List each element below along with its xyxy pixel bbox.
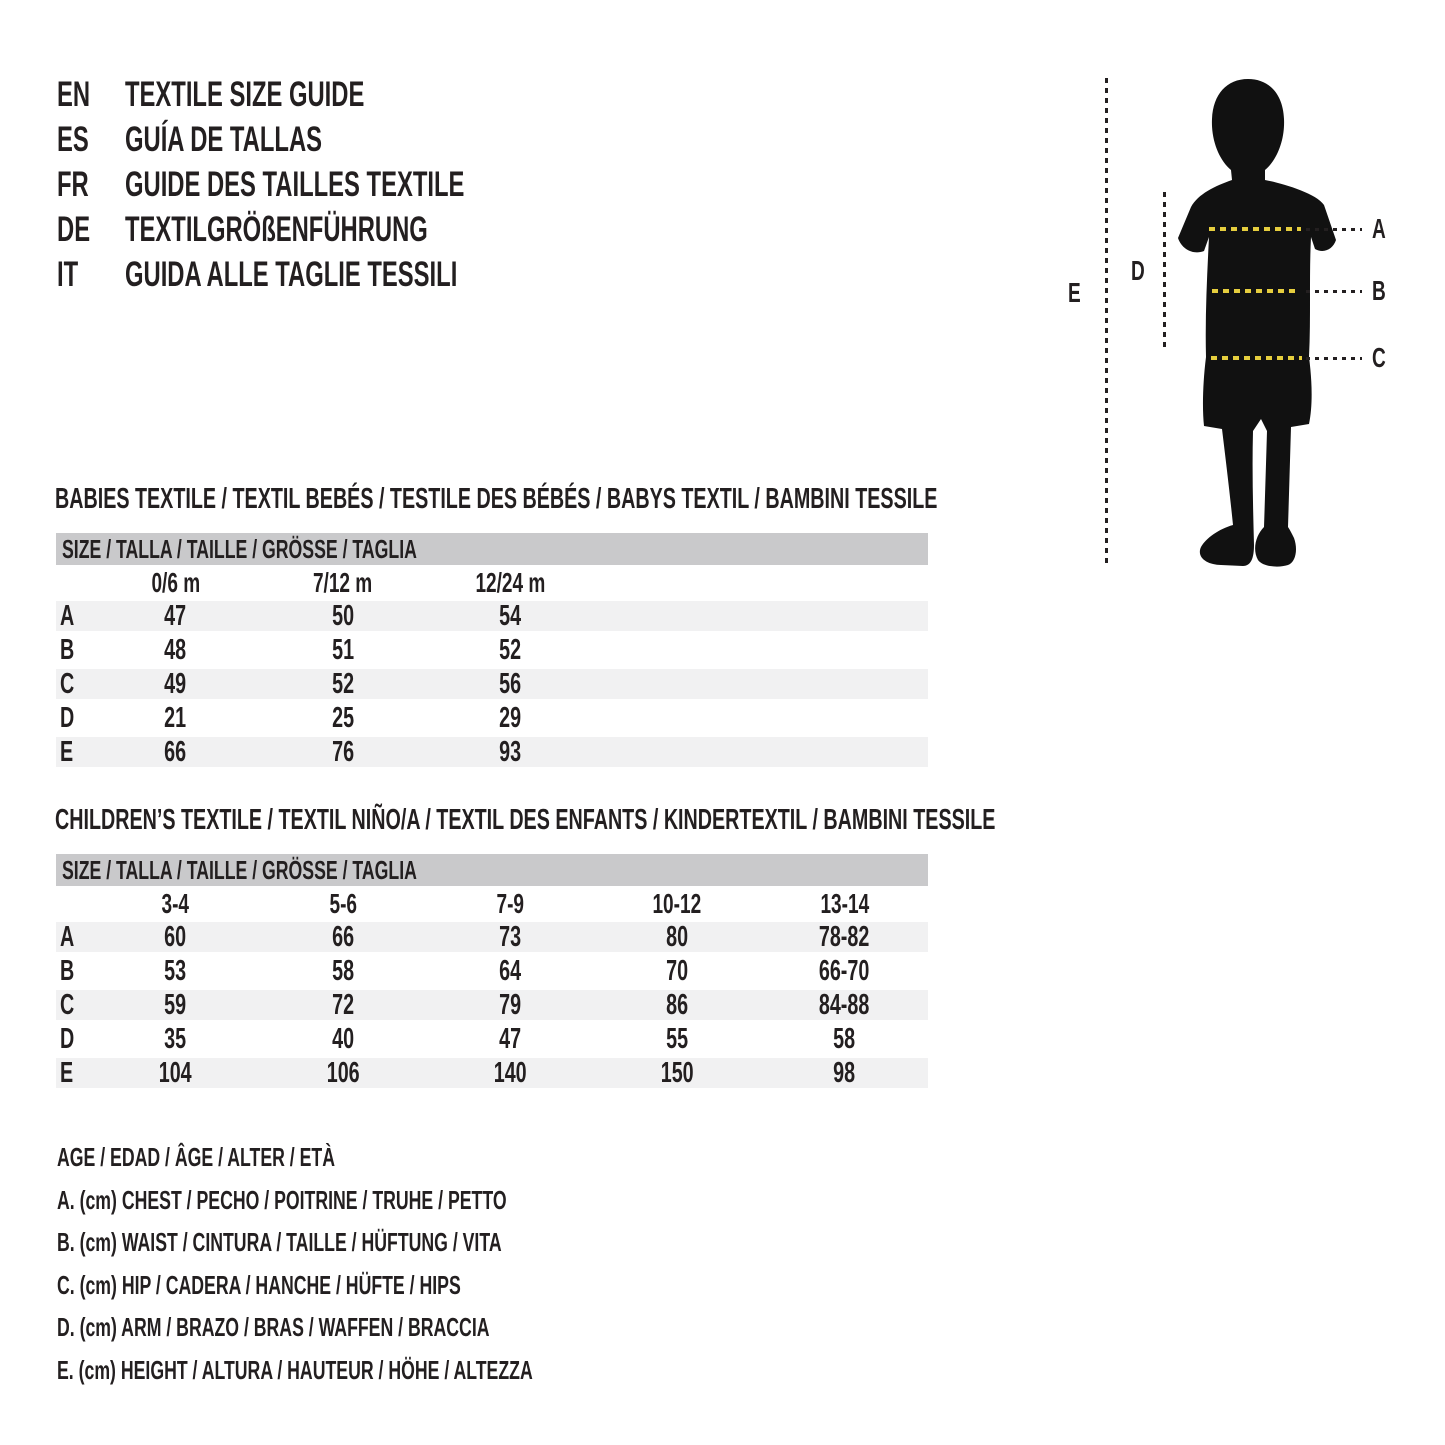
mark-label-e: E [1068,277,1081,308]
children-row-a-v0: 60 [164,920,187,953]
children-row-b-v4: 66-70 [819,954,870,987]
lang-code-it: IT [57,255,79,294]
babies-row-b-v1: 51 [331,633,354,666]
babies-size-header-bar [56,533,928,565]
babies-row-c-label: C [60,667,75,700]
legend-waist: B. (cm) WAIST / CINTURA / TAILLE / HÜFTUNG / VITA [57,1227,502,1257]
children-row-e-v2: 140 [493,1056,527,1089]
legend-chest: A. (cm) CHEST / PECHO / POITRINE / TRUHE / PETTO [57,1184,507,1215]
children-size-header-bar [56,854,928,886]
children-column-header-row [56,886,928,920]
children-row-a [56,920,928,954]
babies-column-header-row [56,565,928,599]
chest-dot-line-a [1306,228,1362,231]
children-row-e-v1: 106 [326,1056,360,1089]
children-row-b-v0: 53 [164,954,187,987]
lang-title-it: GUIDA ALLE TAGLIE TESSILI [125,255,458,294]
babies-row-b [56,633,928,667]
children-row-c-v4: 84-88 [819,988,870,1021]
children-section-title: CHILDREN’S TEXTILE / TEXTIL NIÑO/A / TEXTIL DES ENFANTS / KINDERTEXTIL / BAMBINI TESSILE [55,804,996,836]
babies-row-b-label: B [60,633,75,666]
measurement-figure [0,0,1445,620]
waist-dash-line-b [1212,289,1298,293]
children-row-c [56,988,928,1022]
children-col-3-4: 3-4 [161,887,190,919]
children-row-b [56,954,928,988]
mark-label-d: D [1131,255,1145,286]
babies-row-d-v1: 25 [331,701,354,734]
children-row-d-v3: 55 [666,1022,689,1055]
lang-title-de: TEXTILGRÖßENFÜHRUNG [125,210,428,249]
lang-title-es: GUÍA DE TALLAS [125,120,323,159]
babies-row-b-v2: 52 [498,633,521,666]
lang-code-fr: FR [57,165,89,204]
legend-height: E. (cm) HEIGHT / ALTURA / HAUTEUR / HÖHE / ALTEZZA [57,1354,533,1385]
babies-row-b-v0: 48 [164,633,187,666]
children-row-a-label: A [60,920,75,953]
chest-dash-line-a [1209,227,1301,231]
mark-label-c: C [1372,342,1386,373]
children-row-c-v0: 59 [164,988,187,1021]
children-col-5-6: 5-6 [329,887,357,919]
children-row-b-v2: 64 [498,954,521,987]
babies-row-a-label: A [60,599,75,632]
children-row-d [56,1022,928,1056]
legend-age: AGE / EDAD / ÂGE / ALTER / ETÀ [57,1142,335,1172]
children-row-d-v4: 58 [833,1022,856,1055]
children-row-a-v1: 66 [331,920,354,953]
babies-size-table [56,533,928,769]
babies-row-c-v0: 49 [164,667,187,700]
children-row-d-v0: 35 [164,1022,187,1055]
children-row-c-label: C [60,988,75,1021]
children-row-b-label: B [60,954,75,987]
babies-row-e-v2: 93 [498,735,521,768]
children-row-d-label: D [60,1022,75,1055]
lang-code-de: DE [57,210,91,249]
babies-col-7-12m: 7/12 m [313,566,373,598]
children-col-7-9: 7-9 [496,887,524,919]
children-row-e-v4: 98 [833,1056,856,1089]
lang-code-en: EN [57,75,91,114]
lang-title-fr: GUIDE DES TAILLES TEXTILE [125,165,465,204]
babies-row-a-v1: 50 [331,599,354,632]
children-row-a-v2: 73 [498,920,521,953]
children-row-d-v2: 47 [498,1022,521,1055]
babies-row-d-label: D [60,701,75,734]
children-row-b-v3: 70 [666,954,689,987]
babies-section-title: BABIES TEXTILE / TEXTIL BEBÉS / TESTILE DES BÉBÉS / BABYS TEXTIL / BAMBINI TESSILE [55,483,938,515]
children-row-b-v1: 58 [331,954,354,987]
babies-size-header-text: SIZE / TALLA / TAILLE / GRÖSSE / TAGLIA [62,534,417,564]
children-size-header-text: SIZE / TALLA / TAILLE / GRÖSSE / TAGLIA [62,855,417,885]
babies-row-c [56,667,928,701]
children-col-10-12: 10-12 [652,887,702,919]
lang-code-es: ES [57,120,89,159]
mark-label-b: B [1372,275,1386,306]
children-row-c-v3: 86 [666,988,689,1021]
babies-row-d-v2: 29 [498,701,521,734]
mark-label-a: A [1372,213,1386,244]
children-row-d-v1: 40 [331,1022,354,1055]
children-row-e-label: E [60,1056,74,1089]
babies-col-0-6m: 0/6 m [151,566,200,598]
children-row-c-v1: 72 [331,988,354,1021]
children-row-a-v4: 78-82 [819,920,870,953]
measurement-legend [57,1136,757,1391]
babies-row-e-v1: 76 [331,735,354,768]
children-row-e [56,1056,928,1090]
children-size-table [56,854,928,1090]
babies-col-12-24m: 12/24 m [475,566,545,598]
children-row-c-v2: 79 [498,988,521,1021]
babies-row-e-v0: 66 [164,735,187,768]
children-col-13-14: 13-14 [819,887,869,919]
babies-row-c-v2: 56 [498,667,521,700]
babies-row-d-v0: 21 [164,701,187,734]
babies-row-a-v2: 54 [498,599,521,632]
babies-row-e-label: E [60,735,74,768]
babies-row-d [56,701,928,735]
babies-row-e [56,735,928,769]
legend-arm: D. (cm) ARM / BRAZO / BRAS / WAFFEN / BRACCIA [57,1312,490,1342]
babies-row-a-v0: 47 [164,599,187,632]
lang-title-en: TEXTILE SIZE GUIDE [125,75,365,114]
legend-hip: C. (cm) HIP / CADERA / HANCHE / HÜFTE / HIPS [57,1269,461,1300]
children-row-e-v3: 150 [660,1056,694,1089]
children-row-e-v0: 104 [159,1056,193,1089]
arm-measure-line-d [1163,192,1166,352]
waist-dot-line-b [1306,290,1362,293]
hip-dash-line-c [1211,356,1302,360]
babies-row-a [56,599,928,633]
babies-row-c-v1: 52 [331,667,354,700]
children-row-a-v3: 80 [666,920,689,953]
hip-dot-line-c [1306,357,1362,360]
